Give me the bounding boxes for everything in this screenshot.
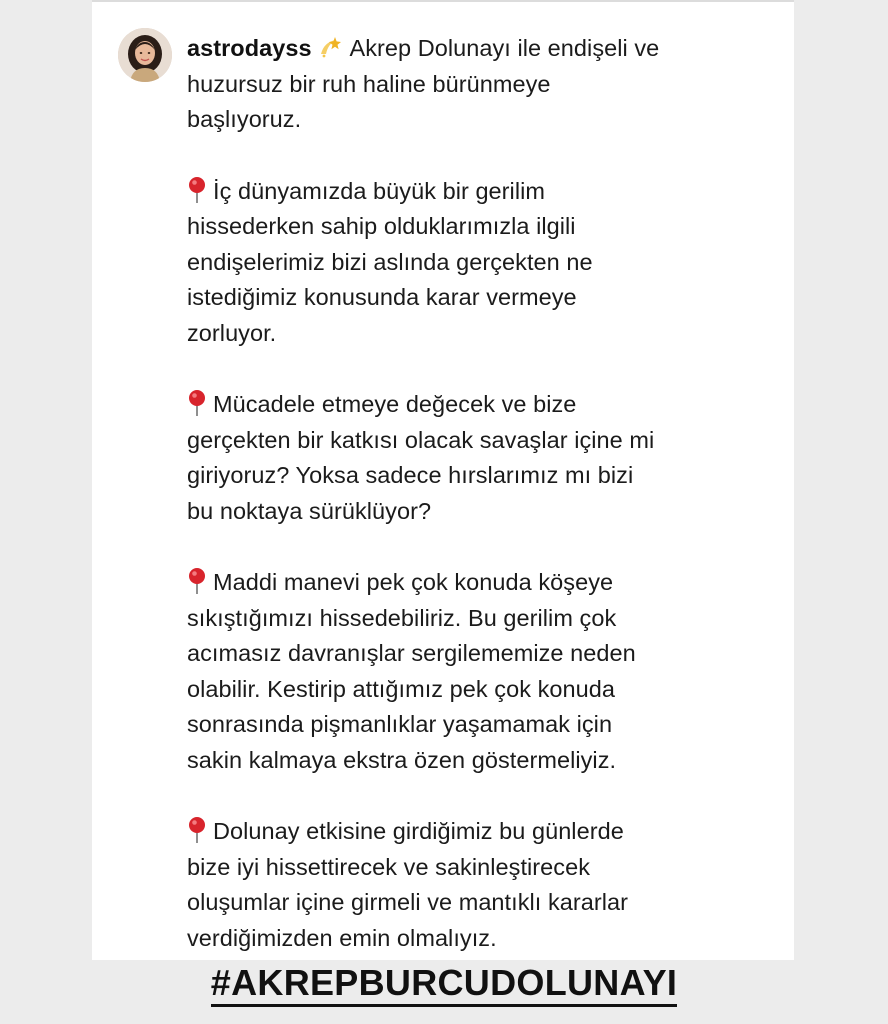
hashtag-text: #AKREPBURCUDOLUNAYI (211, 962, 677, 1007)
caption-line: acımasız davranışlar sergilememize neden (187, 640, 636, 666)
caption-line: sakin kalmaya ekstra özen göstermeliyiz. (187, 746, 617, 773)
avatar[interactable] (118, 28, 172, 82)
caption-line: verdiğimizden emin olmalıyız. (187, 924, 497, 951)
caption-paragraph-3 (187, 565, 777, 778)
caption-line: zorluyor. (187, 319, 277, 346)
caption-line: Dolunay etkisine girdiğimiz bu günlerde (213, 818, 624, 844)
caption-paragraph-intro (187, 31, 777, 138)
caption-line: Maddi manevi pek çok konuda köşeye (213, 569, 614, 595)
caption-line: başlıyoruz. (187, 106, 302, 132)
username-link[interactable]: astrodayss (187, 35, 312, 61)
caption-paragraph-2 (187, 387, 777, 529)
dizzy-star-icon (318, 34, 344, 60)
caption-line: bize iyi hissettirecek ve sakinleştirecek (187, 853, 591, 880)
caption-line: huzursuz bir ruh haline bürünmeye (187, 70, 551, 97)
hashtag-banner (0, 962, 888, 1004)
round-pushpin-icon (187, 816, 207, 844)
caption-line: İç dünyamızda büyük bir gerilim (213, 177, 545, 204)
caption-line: giriyoruz? Yoksa sadece hırslarımız mı bizi (187, 462, 634, 488)
caption-line: oluşumlar içine girmeli ve mantıklı kararlar (187, 889, 628, 915)
caption-line: sıkıştığımızı hissedebiliriz. Bu gerilim çok (187, 604, 617, 631)
caption-paragraph-1 (187, 174, 777, 352)
caption-line: sonrasında pişmanlıklar yaşamamak için (187, 711, 613, 737)
caption-line: Mücadele etmeye değecek ve bize (213, 391, 577, 417)
caption-line: gerçekten bir katkısı olacak savaşlar içine mi (187, 426, 655, 453)
caption-line: olabilir. Kestirip attığımız pek çok konuda (187, 675, 615, 702)
post-caption (187, 31, 777, 992)
caption-line: istediğimiz konusunda karar vermeye (187, 284, 577, 310)
avatar-portrait-icon (118, 28, 172, 82)
round-pushpin-icon (187, 389, 207, 417)
caption-paragraph-4 (187, 814, 777, 956)
round-pushpin-icon (187, 567, 207, 595)
caption-line: bu noktaya sürüklüyor? (187, 497, 432, 524)
caption-line: hissederken sahip olduklarımızla ilgili (187, 213, 576, 239)
caption-line: Akrep Dolunayı ile endişeli ve (349, 35, 660, 61)
caption-line: endişelerimiz bizi aslında gerçekten ne (187, 248, 593, 275)
round-pushpin-icon (187, 176, 207, 204)
top-divider (92, 0, 794, 2)
